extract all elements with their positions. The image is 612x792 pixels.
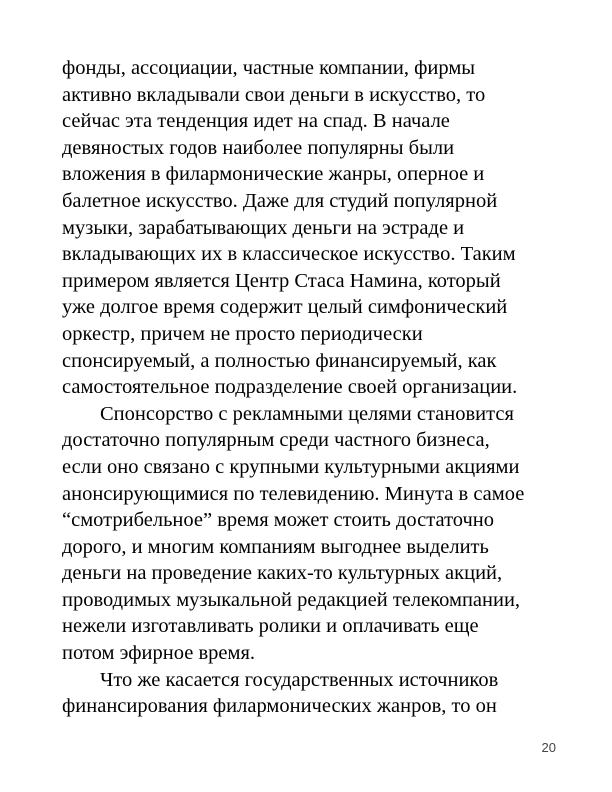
text-line: анонсирующимися по телевидению. Минута в самое [62,482,525,505]
text-line: спонсируемый, а полностью финансируемый, как [62,349,497,372]
body-text [62,55,562,720]
paragraph-start-line: Что же касается государственных источников [100,668,499,691]
text-line: сейчас эта тенденция идет на спад. В начале [62,110,450,133]
text-line: фонды, ассоциации, частные компании, фирмы [62,57,476,79]
text-line: проводимых музыкальной редакцией телекомпании, [62,588,521,611]
text-line: балетное искусство. Даже для студий популярной [62,189,498,212]
text-line: примером является Центр Стаса Намина, который [62,269,501,292]
text-line: деньги на проведение каких-то культурных акций, [62,562,503,585]
text-line: вложения в филармонические жанры, оперное и [62,163,485,186]
text-line: потом эфирное время. [62,642,256,665]
text-line: самостоятельное подразделение своей организации. [62,376,518,399]
text-line: оркестр, причем не просто периодически [62,322,423,345]
text-line: “смотрибельное” время может стоить достаточно [62,509,495,532]
text-line: музыки, зарабатывающих деньги на эстраде и [62,216,465,239]
text-line: нежели изготавливать ролики и оплачивать еще [62,615,479,638]
text-line: достаточно популярным среди частного бизнеса, [62,429,490,452]
text-line: активно вкладывали свои деньги в искусство, то [62,83,486,106]
text-line: девяностых годов наиболее популярны были [62,136,455,159]
text-line: вкладывающих их в классическое искусство. Таким [62,243,516,266]
text-line: финансирования филармонических жанров, то он [62,695,497,718]
text-line: уже долгое время содержит целый симфонический [62,296,508,319]
page-number: 20 [541,740,556,755]
paragraph-start-line: Спонсорство с рекламными целями становится [100,402,514,425]
text-line: если оно связано с крупными культурными акциями [62,455,520,478]
text-line: дорого, и многим компаниям выгоднее выделить [62,535,489,558]
